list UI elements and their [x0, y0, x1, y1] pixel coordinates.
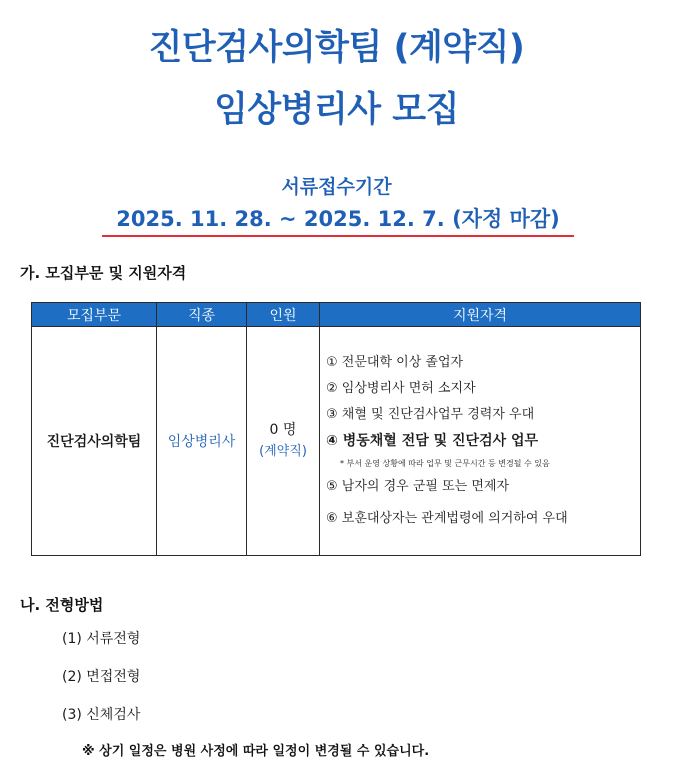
department-cell: 진단검사의학팀 [32, 327, 157, 556]
qualification-note: * 부서 운영 상황에 따라 업무 및 근무시간 등 변경될 수 있음 [340, 459, 550, 468]
qualification-item: ② 임상병리사 면허 소지자 [326, 381, 476, 396]
page-subtitle: 임상병리사 모집 [214, 90, 459, 130]
table-row [32, 327, 641, 556]
qualification-item-emphasis: ④ 병동채혈 전담 및 진단검사 업무 [326, 433, 539, 449]
list-item: (2) 면접전형 [62, 669, 141, 685]
qualification-item: ⑥ 보훈대상자는 관계법령에 의거하여 우대 [326, 511, 568, 526]
list-item: (3) 신체검사 [62, 707, 141, 723]
job-cell: 임상병리사 [157, 327, 247, 556]
qualifications-cell [320, 327, 641, 556]
count-cell [247, 327, 320, 556]
section-b-heading: 나. 전형방법 [20, 596, 104, 614]
page-title: 진단검사의학팀 (계약직) [148, 28, 525, 68]
application-period-label: 서류접수기간 [281, 176, 392, 198]
qualification-item: ③ 채혈 및 진단검사업무 경력자 우대 [326, 407, 535, 422]
recruitment-table [31, 302, 641, 556]
selection-steps [62, 628, 140, 742]
qualification-item: ⑤ 남자의 경우 군필 또는 면제자 [326, 479, 510, 494]
qualification-item: ① 전문대학 이상 졸업자 [326, 355, 464, 370]
headcount: 0 명 [269, 422, 297, 438]
column-header-department: 모집부문 [32, 303, 157, 327]
list-item: (1) 서류전형 [62, 631, 141, 647]
contract-type: (계약직) [259, 444, 307, 459]
application-period-dates: 2025. 11. 28. ~ 2025. 12. 7. (자정 마감) [102, 203, 574, 237]
table-header-row [32, 303, 641, 327]
column-header-job: 직종 [157, 303, 247, 327]
section-a-heading: 가. 모집부문 및 지원자격 [20, 264, 187, 282]
schedule-notice: ※ 상기 일정은 병원 사정에 따라 일정이 변경될 수 있습니다. [82, 744, 430, 759]
qualification-list [320, 342, 640, 540]
column-header-qualifications: 지원자격 [320, 303, 641, 327]
column-header-count: 인원 [247, 303, 320, 327]
